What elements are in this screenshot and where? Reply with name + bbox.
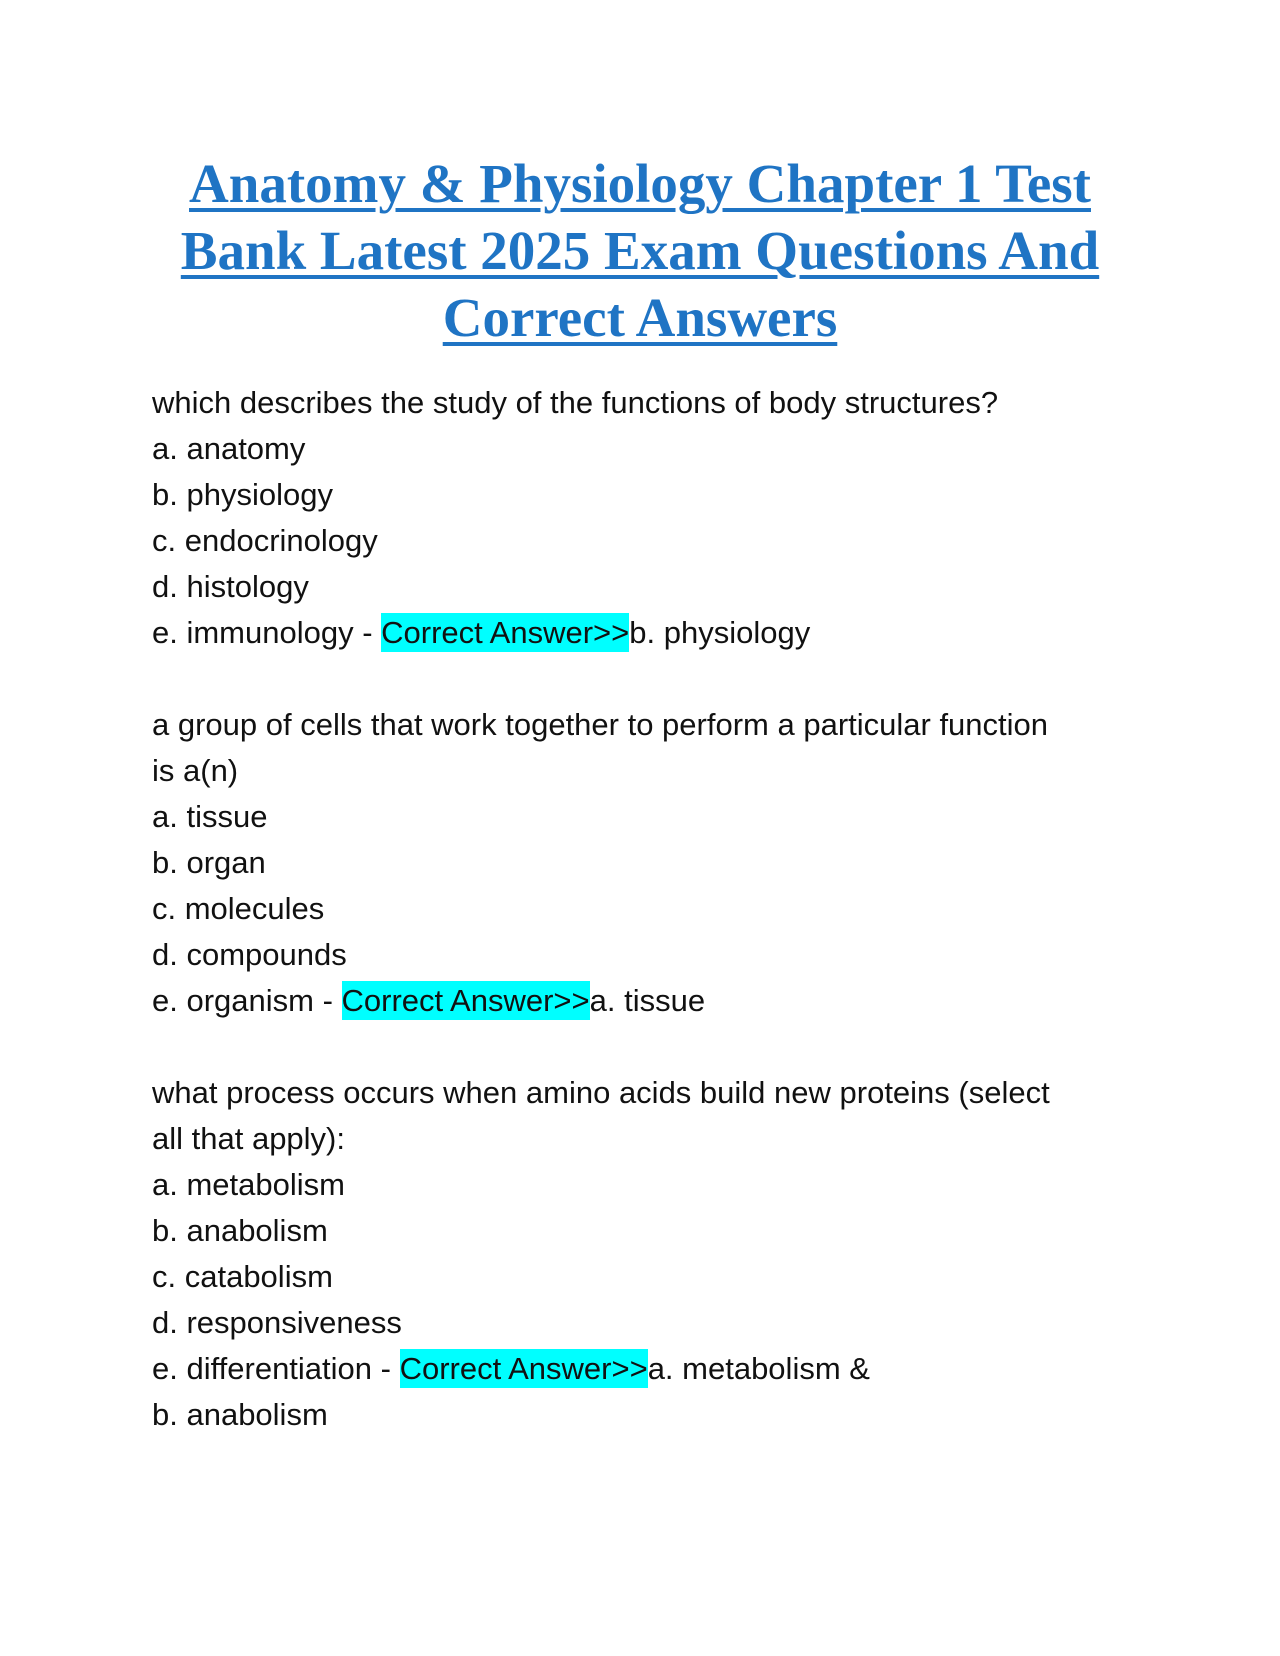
question-text: which describes the study of the functions of body structures?	[152, 385, 999, 420]
option-e: e. organism -	[152, 983, 342, 1018]
correct-answer: a. tissue	[589, 983, 706, 1018]
correct-answer-highlight: Correct Answer>>	[381, 615, 630, 650]
option-a: a. metabolism	[152, 1167, 345, 1202]
question-text: a group of cells that work together to perform a particular function is a(n)	[152, 707, 1049, 788]
option-d: d. responsiveness	[152, 1305, 402, 1340]
option-a: a. anatomy	[152, 431, 306, 466]
question-block-3	[152, 1070, 1152, 1438]
option-b: b. physiology	[152, 477, 333, 512]
option-a: a. tissue	[152, 799, 268, 834]
correct-answer-highlight: Correct Answer>>	[399, 1351, 648, 1386]
document-title: Anatomy & Physiology Chapter 1 Test Bank Latest 2025 Exam Questions And Correct Answers	[180, 153, 1100, 348]
option-e-with-answer	[152, 1346, 1152, 1392]
option-c: c. catabolism	[152, 1259, 333, 1294]
option-b: b. anabolism	[152, 1213, 328, 1248]
option-c: c. endocrinology	[152, 523, 378, 558]
correct-answer: b. physiology	[629, 615, 811, 650]
question-block-1	[152, 380, 1152, 656]
question-text: what process occurs when amino acids build new proteins (select all that apply):	[152, 1075, 1050, 1156]
question-block-2	[152, 702, 1152, 1024]
correct-answer: a. metabolism &	[647, 1351, 870, 1386]
option-e-with-answer	[152, 610, 1152, 656]
option-d: d. histology	[152, 569, 309, 604]
option-b: b. organ	[152, 845, 266, 880]
correct-answer-highlight: Correct Answer>>	[341, 983, 590, 1018]
option-d: d. compounds	[152, 937, 347, 972]
option-e-with-answer	[152, 978, 1152, 1024]
option-e: e. differentiation -	[152, 1351, 400, 1386]
question-list	[152, 380, 1152, 1484]
option-c: c. molecules	[152, 891, 325, 926]
correct-answer-continued: b. anabolism	[152, 1397, 328, 1432]
option-e: e. immunology -	[152, 615, 382, 650]
